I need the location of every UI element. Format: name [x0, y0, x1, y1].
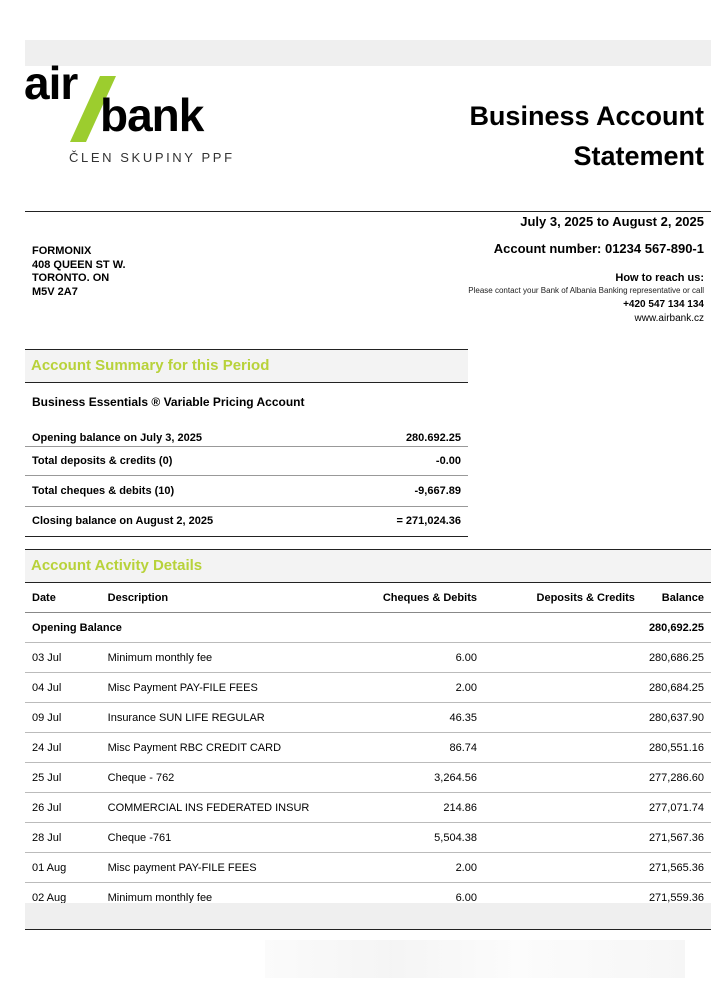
contact-text: Please contact your Bank of Albania Banking representative or call: [468, 286, 704, 295]
row-balance: 280,637.90: [642, 703, 711, 733]
row-description: Cheque - 762: [101, 763, 336, 793]
column-header-credits: Deposits & Credits: [484, 583, 642, 613]
row-date: 04 Jul: [25, 673, 101, 703]
row-debit: 6.00: [335, 643, 484, 673]
logo-subtitle: ČLEN SKUPINY PPF: [69, 150, 235, 165]
summary-label: Opening balance on July 3, 2025: [32, 432, 202, 444]
row-description: Insurance SUN LIFE REGULAR: [101, 703, 336, 733]
opening-balance-value: 280,692.25: [642, 613, 711, 643]
product-name: Business Essentials ® Variable Pricing Account: [32, 395, 305, 409]
row-debit: 214.86: [335, 793, 484, 823]
row-credit: [484, 733, 642, 763]
summary-value: -0.00: [435, 455, 461, 467]
address-line: M5V 2A7: [32, 285, 78, 298]
contact-website: www.airbank.cz: [634, 313, 704, 324]
activity-heading: Account Activity Details: [25, 549, 711, 582]
row-balance: 271,565.36: [642, 853, 711, 883]
contact-phone: +420 547 134 134: [623, 299, 704, 310]
table-row: [25, 763, 711, 793]
table-row: [25, 703, 711, 733]
summary-value: -9,667.89: [414, 485, 461, 497]
row-balance: 271,567.36: [642, 823, 711, 853]
summary-row: [25, 447, 468, 476]
summary-label: Closing balance on August 2, 2025: [32, 515, 214, 527]
activity-table: [25, 582, 711, 913]
row-debit: 3,264.56: [335, 763, 484, 793]
row-credit: [484, 853, 642, 883]
account-number: Account number: 01234 567-890-1: [493, 241, 704, 256]
row-debit: 2.00: [335, 853, 484, 883]
table-row: [25, 823, 711, 853]
row-date: 02 Aug: [25, 883, 101, 913]
footer-divider: [25, 929, 711, 930]
title-line-2: Statement: [573, 141, 704, 171]
table-row: [25, 853, 711, 883]
divider: [25, 211, 711, 212]
opening-balance-label: Opening Balance: [25, 613, 642, 643]
row-description: Misc Payment PAY-FILE FEES: [101, 673, 336, 703]
footer-band: [25, 903, 711, 929]
customer-address: [32, 245, 126, 299]
title-line-1: Business Account: [469, 101, 704, 131]
row-debit: 6.00: [335, 883, 484, 913]
column-header-debits: Cheques & Debits: [335, 583, 484, 613]
summary-row: [25, 431, 468, 447]
opening-balance-row: [25, 613, 711, 643]
row-description: COMMERCIAL INS FEDERATED INSUR: [101, 793, 336, 823]
row-date: 28 Jul: [25, 823, 101, 853]
row-balance: 277,286.60: [642, 763, 711, 793]
row-credit: [484, 823, 642, 853]
summary-row: [25, 476, 468, 507]
logo-text-air: air: [24, 57, 78, 109]
row-description: Minimum monthly fee: [101, 643, 336, 673]
row-balance: 277,071.74: [642, 793, 711, 823]
logo-text-bank: bank: [100, 89, 204, 141]
contact-title: How to reach us:: [615, 272, 704, 284]
row-date: 01 Aug: [25, 853, 101, 883]
row-credit: [484, 673, 642, 703]
row-credit: [484, 703, 642, 733]
address-line: TORONTO. ON: [32, 272, 110, 284]
table-row: [25, 793, 711, 823]
row-date: 09 Jul: [25, 703, 101, 733]
account-summary: [25, 349, 468, 537]
table-header-row: [25, 583, 711, 613]
row-debit: 5,504.38: [335, 823, 484, 853]
address-line: 408 QUEEN ST W.: [32, 258, 126, 271]
table-row: [25, 643, 711, 673]
row-balance: 280,684.25: [642, 673, 711, 703]
row-date: 25 Jul: [25, 763, 101, 793]
statement-period: July 3, 2025 to August 2, 2025: [520, 214, 704, 229]
row-credit: [484, 763, 642, 793]
row-description: Misc Payment RBC CREDIT CARD: [101, 733, 336, 763]
row-description: Minimum monthly fee: [101, 883, 336, 913]
summary-heading: Account Summary for this Period: [25, 349, 468, 383]
summary-value: 280.692.25: [405, 432, 461, 444]
column-header-description: Description: [101, 583, 336, 613]
address-line: FORMONIX: [32, 245, 92, 257]
row-date: 26 Jul: [25, 793, 101, 823]
row-date: 24 Jul: [25, 733, 101, 763]
row-description: Cheque -761: [101, 823, 336, 853]
summary-row: [25, 507, 468, 537]
table-row: [25, 733, 711, 763]
table-row: [25, 673, 711, 703]
row-credit: [484, 643, 642, 673]
faded-footer-artifact: [265, 940, 685, 978]
summary-label: Total cheques & debits (10): [32, 485, 175, 497]
summary-label: Total deposits & credits (0): [32, 455, 173, 467]
row-balance: 271,559.36: [642, 883, 711, 913]
column-header-date: Date: [25, 583, 101, 613]
row-date: 03 Jul: [25, 643, 101, 673]
row-debit: 2.00: [335, 673, 484, 703]
row-description: Misc payment PAY-FILE FEES: [101, 853, 336, 883]
row-balance: 280,686.25: [642, 643, 711, 673]
row-credit: [484, 793, 642, 823]
column-header-balance: Balance: [642, 583, 711, 613]
header-band: [25, 40, 711, 66]
row-debit: 46.35: [335, 703, 484, 733]
row-balance: 280,551.16: [642, 733, 711, 763]
account-activity: [25, 549, 711, 913]
row-debit: 86.74: [335, 733, 484, 763]
summary-value: = 271,024.36: [396, 515, 461, 527]
document-title: [404, 96, 704, 176]
